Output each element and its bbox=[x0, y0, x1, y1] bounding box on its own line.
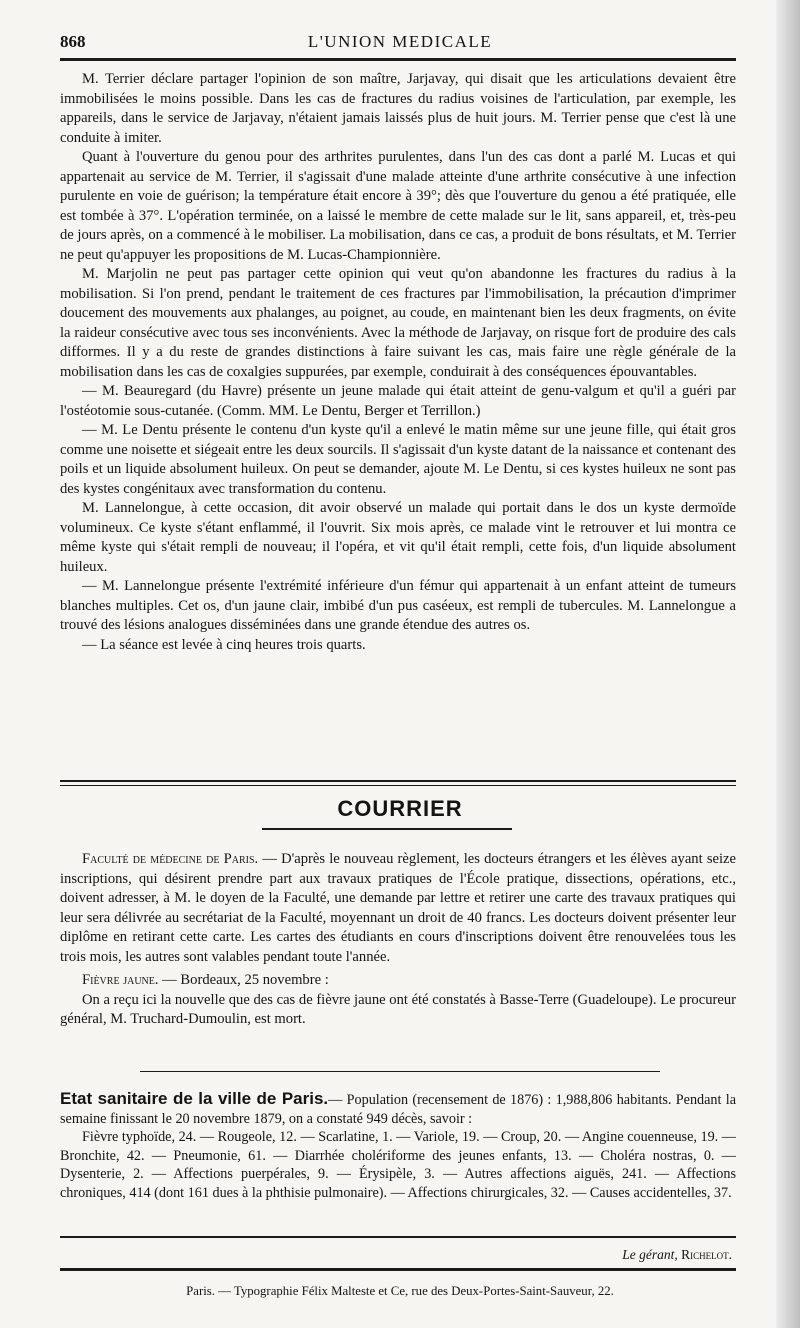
running-title: L'UNION MEDICALE bbox=[307, 32, 493, 51]
footer-rule bbox=[60, 1268, 736, 1271]
header-rule bbox=[60, 58, 736, 61]
paragraph: — M. Beauregard (du Havre) présente un jeune malade qui était atteint de genu-valgum et qu'il a guéri par l'ostéotomie sous-cutanée. (Comm. MM. Le Dentu, Berger et Terrillon.) bbox=[60, 383, 736, 419]
section-divider bbox=[140, 1071, 660, 1072]
faculte-paragraph bbox=[60, 850, 736, 967]
faculte-text: — D'après le nouveau règlement, les docteurs étrangers et les élèves ayant seize inscriptions, qui désirent prendre part aux travaux pratiques de l'École pratique, dissections, opérations, etc., doivent adresser, à M. le doyen de la Faculté, une demande par lettre et retirer une carte des travaux pratiques qui leur sera délivrée au secrétariat de la Faculté, moyennant un droit de 40 francs. Les docteurs doivent présenter leur diplôme en retirant cette carte. Les cartes des étudiants en cours d'inscriptions doivent être renouvelées tous les trois mois, les autres sont valables pendant toute l'année. bbox=[60, 851, 736, 965]
article-body bbox=[60, 70, 736, 655]
etat-list: Fièvre typhoïde, 24. — Rougeole, 12. — Scarlatine, 1. — Variole, 19. — Croup, 20. — Angine couenneuse, 19. — Bronchite, 42. — Pneumonie, 61. — Diarrhée cholériforme des jeunes enfants, 13. — Choléra nostras, 0. — Dysenterie, 2. — Affections puerpérales, 9. — Érysipèle, 3. — Autres affections aiguës, 241. — Affections chroniques, 414 (dont 161 dues à la phthisie pulmonaire). — Affections chirurgicales, 32. — Causes accidentelles, 37. bbox=[60, 1129, 736, 1201]
page-number: 868 bbox=[60, 32, 86, 51]
signature bbox=[622, 1247, 732, 1263]
etat-intro-line bbox=[60, 1090, 736, 1128]
courrier-body bbox=[60, 850, 736, 1030]
gerant-label: Le gérant, bbox=[622, 1247, 678, 1262]
fievre-paragraph: On a reçu ici la nouvelle que des cas de fièvre jaune ont été constatés à Basse-Terre (Guadeloupe). Le procureur général, M. Truchard-Dumoulin, est mort. bbox=[60, 991, 736, 1027]
section-rule-top bbox=[60, 780, 736, 782]
signature-rule bbox=[60, 1236, 736, 1238]
paragraph: — La séance est levée à cinq heures trois quarts. bbox=[82, 636, 366, 653]
etat-sanitaire bbox=[60, 1090, 736, 1202]
etat-title: Etat sanitaire de la ville de Paris. bbox=[60, 1089, 329, 1108]
page-edge-shadow bbox=[776, 0, 800, 1328]
etat-intro: — Population (recensement de 1876) : 1,988,806 habitants. Pendant la semaine finissant le 20 novembre 1879, on a constaté 949 décès, savoir : bbox=[60, 1092, 737, 1127]
paragraph: — M. Le Dentu présente le contenu d'un kyste qu'il a enlevé le matin même sur une jeune fille, qui était gros comme une noisette et siégeait entre les deux sourcils. Il s'agissait d'un kyste datant de la naissance et contenant des poils et un liquide absolument huileux. On peut se demander, ajoute M. Le Dentu, si ces kystes huileux ne sont pas des kystes congénitaux avec transformation du contenu. bbox=[60, 422, 736, 497]
paragraph: Quant à l'ouverture du genou pour des arthrites purulentes, dans l'un des cas dont a parlé M. Lucas et qui appartenait au service de M. Terrier, il s'agissait d'une malade atteinte d'une arthrite consécutive à une infection purulente en voie de guérison; la température était encore à 39°; dès que l'ouverture du genou a été pratiquée, elle est tombée à 37°. L'opération terminée, on a laissé le membre de cette malade sur le lit, sans appareil, et, très-peu de jours après, on a commencé à le mobiliser. La mobilisation, dans ce cas, a produit de bons résultats, et M. Terrier ne peut qu'appuyer les propositions de M. Lucas-Championnière. bbox=[60, 149, 736, 263]
page-header bbox=[60, 28, 740, 56]
paragraph: M. Terrier déclare partager l'opinion de son maître, Jarjavay, qui disait que les articulations devaient être immobilisées le moins possible. Dans les cas de fractures du radius voisines de l'articulation, par exemple, les appareils, dans le service de Jarjavay, n'étaient jamais laissés plus de huit jours. M. Terrier pense que c'est là une conduite à imiter. bbox=[60, 71, 736, 146]
paragraph: M. Marjolin ne peut pas partager cette opinion qui veut qu'on abandonne les fractures du radius à la mobilisation. Si l'on prend, pendant le traitement de ces fractures par l'immobilisation, la précaution d'imprimer doucement des mouvements aux phalanges, au poignet, au coude, en maintenant bien les deux fragments, on évite la raideur consécutive avec tous ses inconvénients. Avec la méthode de Jarjavay, on risque fort de produire des cals difformes. Il y a du reste de grandes distinctions à faire suivant les cas, mais faire une règle générale de la mobilisation dans les cas de coxalgies suppurées, par exemple, conduirait à des conséquences épouvantables. bbox=[60, 266, 736, 380]
gerant-name: Richelot. bbox=[681, 1247, 732, 1262]
fievre-text: — Bordeaux, 25 novembre : bbox=[158, 972, 329, 988]
courrier-underline bbox=[262, 828, 512, 830]
imprint-footer: Paris. — Typographie Félix Malteste et Ce, rue des Deux-Portes-Saint-Sauveur, 22. bbox=[186, 1284, 614, 1298]
courrier-heading: COURRIER bbox=[337, 796, 463, 821]
faculte-label: Faculté de médecine de Paris. bbox=[82, 851, 259, 867]
paragraph: M. Lannelongue, à cette occasion, dit avoir observé un malade qui portait dans le dos un kyste dermoïde volumineux. Ce kyste s'étant enflammé, il l'ouvrit. Six mois après, ce malade vint le retrouver et lui montra ce même kyste qui s'était rempli de nouveau; il l'opéra, et vit qu'il était rempli, cette fois, d'un liquide absolument huileux. bbox=[60, 500, 736, 575]
fievre-heading-line bbox=[60, 971, 736, 991]
paragraph: — M. Lannelongue présente l'extrémité inférieure d'un fémur qui appartenait à un enfant atteint de tumeurs blanches multiples. Cet os, d'un jaune clair, imbibé d'un pus caséeux, est rempli de tubercules. M. Lannelongue a trouvé des lésions analogues disséminées dans une grande étendue des autres os. bbox=[60, 578, 736, 633]
section-rule-bottom bbox=[60, 785, 736, 786]
fievre-label: Fièvre jaune. bbox=[82, 972, 159, 988]
